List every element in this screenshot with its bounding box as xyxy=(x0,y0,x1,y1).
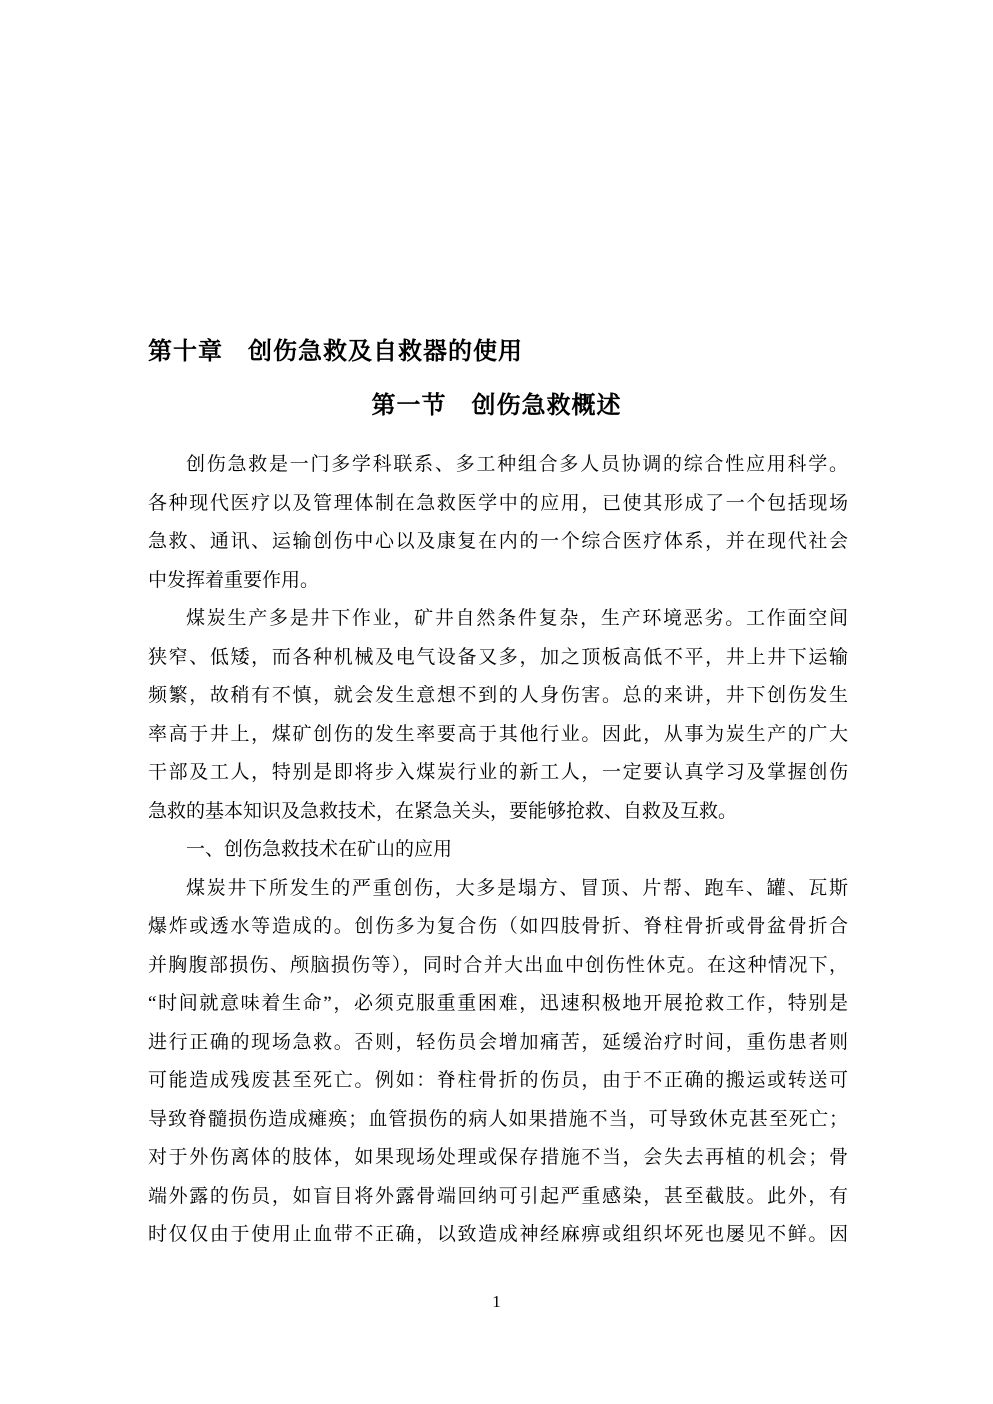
paragraph-line: 创伤急救是一门多学科联系、多工种组合多人员协调的综合性应用科学。 xyxy=(186,454,848,475)
paragraph-line: 狭窄、低矮，而各种机械及电气设备又多，加之顶板高低不平，井上井下运输 xyxy=(148,646,848,668)
paragraph-line: 可能造成残废甚至死亡。例如：脊柱骨折的伤员，由于不正确的搬运或转送可 xyxy=(148,1070,848,1091)
paragraph-line: 进行正确的现场急救。否则，轻伤员会增加痛苦，延缓治疗时间，重伤患者则 xyxy=(148,1031,848,1053)
paragraph-line: 并胸腹部损伤、颅脑损伤等），同时合并大出血中创伤性休克。在这种情况下， xyxy=(148,954,848,976)
paragraph-line: 急救、通讯、运输创伤中心以及康复在内的一个综合医疗体系，并在现代社会 xyxy=(148,531,848,552)
subheading-line: 一、创伤急救技术在矿山的应用 xyxy=(186,839,453,860)
section-title: 第一节 创伤急救概述 xyxy=(371,392,622,419)
paragraph-line: 端外露的伤员，如盲目将外露骨端回纳可引起严重感染，甚至截肢。此外，有 xyxy=(148,1185,848,1207)
paragraph-line: 干部及工人，特别是即将步入煤炭行业的新工人，一定要认真学习及掌握创伤 xyxy=(148,762,848,783)
paragraph-line: 率高于井上，煤矿创伤的发生率要高于其他行业。因此，从事为炭生产的广大 xyxy=(148,723,848,745)
paragraph-line: 中发挥着重要作用。 xyxy=(148,569,320,591)
document-body xyxy=(148,446,848,1255)
paragraph-line: 时仅仅由于使用止血带不正确，以致造成神经麻痹或组织坏死也屡见不鲜。因 xyxy=(148,1224,848,1245)
paragraph-line: 急救的基本知识及急救技术，在紧急关头，要能够抢救、自救及互救。 xyxy=(148,800,738,822)
paragraph-line: 煤炭井下所发生的严重创伤，大多是塌方、冒顶、片帮、跑车、罐、瓦斯 xyxy=(186,877,848,899)
paragraph-line: 各种现代医疗以及管理体制在急救医学中的应用，已使其形成了一个包括现场 xyxy=(148,492,848,514)
page-number: 1 xyxy=(492,1292,501,1311)
paragraph-line: 爆炸或透水等造成的。创伤多为复合伤（如四肢骨折、脊柱骨折或骨盆骨折合 xyxy=(148,916,848,937)
paragraph-line: “时间就意味着生命”，必须克服重重困难，迅速积极地开展抢救工作，特别是 xyxy=(148,993,848,1014)
paragraph-line: 对于外伤离体的肢体，如果现场处理或保存措施不当，会失去再植的机会；骨 xyxy=(148,1147,848,1168)
paragraph-line: 导致脊髓损伤造成瘫痪；血管损伤的病人如果措施不当，可导致休克甚至死亡； xyxy=(148,1108,848,1130)
paragraph-line: 煤炭生产多是井下作业，矿井自然条件复杂，生产环境恶劣。工作面空间 xyxy=(186,608,848,629)
paragraph-line: 频繁，故稍有不慎，就会发生意想不到的人身伤害。总的来讲，井下创伤发生 xyxy=(148,685,848,706)
chapter-title: 第十章 创伤急救及自救器的使用 xyxy=(148,338,523,365)
